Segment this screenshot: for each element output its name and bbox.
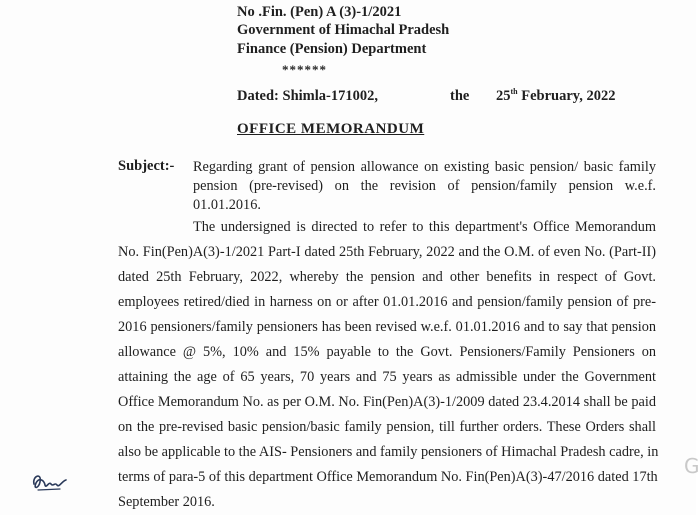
reference-number: No .Fin. (Pen) A (3)-1/2021 (237, 4, 402, 20)
body-line-8: Office Memorandum No. as per O.M. No. Fin(Pen)A(3)-1/2009 dated 23.4.2014 shall be paid (118, 394, 656, 410)
date-day: 25 (496, 88, 511, 104)
subject-label: Subject:- (118, 158, 175, 174)
memo-date (496, 88, 616, 105)
government-name: Government of Himachal Pradesh (237, 22, 450, 38)
subject-text: Regarding grant of pension allowance on existing basic pension/ basic family pension (pre-revised) on the revision of pension/family pension w.e.f. 01.01.2016. (193, 159, 656, 213)
date-month-year: February, 2022 (517, 88, 616, 104)
body-line-10: also be applicable to the AIS- Pensioners and family pensioners of Himachal Pradesh cadre, in (118, 444, 659, 460)
signature-mark (30, 466, 70, 499)
header-stars: ****** (282, 62, 327, 77)
body-line-4: employees retired/died in harness on or after 01.01.2016 and pension/family pension of pre- (118, 294, 656, 310)
dated-the: the (450, 88, 470, 104)
body-line-5: 2016 pensioners/family pensioners has been revised w.e.f. 01.01.2016 and to say that pension (118, 319, 656, 335)
body-line-11: terms of para-5 of this department Office Memorandum No. Fin(Pen)A(3)-47/2016 dated 17th (118, 469, 658, 485)
body-line-9: on the pre-revised basic pension/basic family pension, till further orders. These Orders shall (118, 419, 656, 435)
memo-title: OFFICE MEMORANDUM (237, 121, 425, 137)
body-line-3: dated 25th February, 2022, whereby the pension and other benefits in respect of Govt. (118, 269, 656, 285)
body-line-12: September 2016. (118, 494, 215, 510)
dated-place: Dated: Shimla-171002, (237, 88, 378, 104)
date-day-suffix: th (510, 87, 518, 97)
body-line-2: No. Fin(Pen)A(3)-1/2021 Part-I dated 25th February, 2022 and the O.M. of even No. (Part-II) (118, 244, 656, 260)
department-name: Finance (Pension) Department (237, 41, 427, 57)
body-line-7: attaining the age of 65 years, 70 years and 75 years as admissible under the Government (118, 369, 656, 385)
margin-mark: G (684, 454, 700, 478)
body-line-6: allowance @ 5%, 10% and 15% payable to the Govt. Pensioners/Family Pensioners on (118, 344, 656, 360)
body-line-1: The undersigned is directed to refer to this department's Office Memorandum (193, 219, 656, 235)
